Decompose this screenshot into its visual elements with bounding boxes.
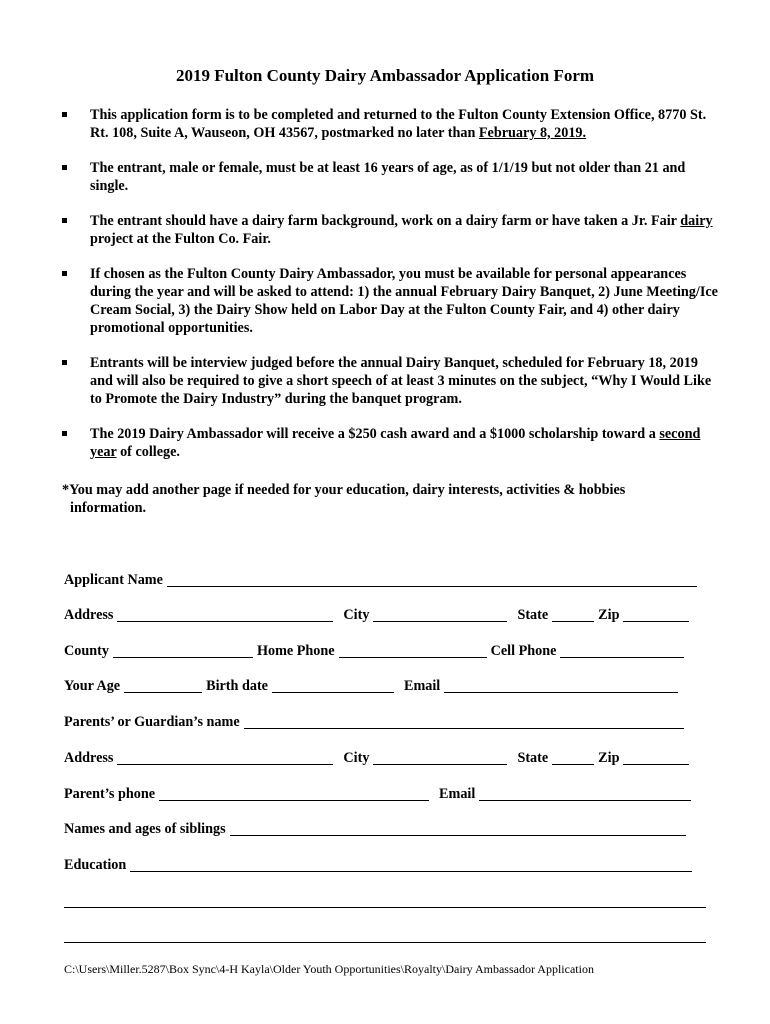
parent-phone-email-row bbox=[64, 785, 706, 803]
parents-name-label: Parents’ or Guardian’s name bbox=[64, 714, 240, 730]
siblings-row bbox=[64, 820, 706, 838]
home-phone-field[interactable] bbox=[339, 644, 487, 658]
parents-phone-field[interactable] bbox=[159, 787, 429, 801]
address-field[interactable] bbox=[117, 608, 333, 622]
siblings-label: Names and ages of siblings bbox=[64, 821, 226, 837]
deadline-date: February 8, 2019. bbox=[478, 125, 587, 141]
square-bullet-icon bbox=[62, 271, 67, 276]
page-title: 2019 Fulton County Dairy Ambassador Application Form bbox=[175, 66, 595, 85]
bullet-text: Entrants will be interview judged before the annual Dairy Banquet, scheduled for February 18, 2019 and will also be required to give a short speech of at least 3 minutes on the subject, “Why I Would Like to Promote the Dairy Industry” during the banquet program. bbox=[90, 355, 712, 407]
email-label: Email bbox=[403, 678, 441, 694]
birth-date-field[interactable] bbox=[272, 679, 394, 693]
address-row bbox=[64, 606, 706, 624]
bullet-text: The entrant, male or female, must be at least 16 years of age, as of 1/1/19 but not older than 21 and single. bbox=[90, 160, 686, 194]
your-age-field[interactable] bbox=[124, 679, 202, 693]
square-bullet-icon bbox=[62, 218, 67, 223]
county-phone-row bbox=[64, 642, 706, 660]
zip-label: Zip bbox=[598, 607, 620, 623]
additional-page-note bbox=[62, 481, 722, 517]
square-bullet-icon bbox=[62, 112, 67, 117]
parents-name-field[interactable] bbox=[244, 715, 684, 729]
parent-address-row bbox=[64, 749, 706, 767]
bullet-text: The entrant should have a dairy farm background, work on a dairy farm or have taken a Jr. Fair bbox=[90, 213, 681, 229]
parent-city-field[interactable] bbox=[373, 751, 507, 765]
cell-phone-field[interactable] bbox=[560, 644, 684, 658]
bullet-text: This application form is to be completed and returned to the Fulton County Extension Office, 8770 St. Rt. 108, Suite A, Wauseon, OH 43567, postmarked no later than bbox=[90, 107, 707, 141]
parent-email-label: Email bbox=[439, 786, 476, 802]
education-extra-line[interactable] bbox=[64, 907, 706, 908]
parent-address-label: Address bbox=[64, 750, 114, 766]
parent-state-label: State bbox=[517, 750, 549, 766]
applicant-name-field[interactable] bbox=[167, 573, 697, 587]
birth-date-label: Birth date bbox=[206, 678, 268, 694]
zip-field[interactable] bbox=[623, 608, 689, 622]
note-line: *You may add another page if needed for your education, dairy interests, activities & hobbies bbox=[62, 482, 626, 498]
county-label: County bbox=[64, 643, 109, 659]
note-line: information. bbox=[70, 500, 147, 516]
age-birthdate-email-row bbox=[64, 677, 706, 695]
parents-phone-label: Parent’s phone bbox=[64, 786, 156, 802]
parent-city-label: City bbox=[343, 750, 370, 766]
city-label: City bbox=[343, 607, 370, 623]
state-field[interactable] bbox=[552, 608, 594, 622]
list-item bbox=[62, 265, 722, 337]
state-label: State bbox=[517, 607, 549, 623]
parent-state-field[interactable] bbox=[552, 751, 594, 765]
underlined-word: dairy bbox=[680, 213, 713, 229]
applicant-name-row bbox=[64, 571, 706, 589]
bullet-text: If chosen as the Fulton County Dairy Ambassador, you must be available for personal appearances during the year and will be asked to attend: 1) the annual February Dairy Banquet, 2) June Meeting/Ice Cream Social, 3) the Dairy Show held on Labor Day at the Fulton County Fair, and 4) other dairy promotional opportunities. bbox=[90, 266, 718, 336]
list-item bbox=[62, 159, 722, 195]
your-age-label: Your Age bbox=[64, 678, 121, 694]
email-field[interactable] bbox=[444, 679, 678, 693]
requirements-list bbox=[62, 106, 722, 478]
bullet-text: The 2019 Dairy Ambassador will receive a $250 cash award and a $1000 scholarship toward a bbox=[90, 426, 660, 442]
cell-phone-label: Cell Phone bbox=[490, 643, 557, 659]
city-field[interactable] bbox=[373, 608, 507, 622]
list-item bbox=[62, 354, 722, 408]
list-item bbox=[62, 106, 722, 142]
parent-address-field[interactable] bbox=[117, 751, 333, 765]
bullet-text: project at the Fulton Co. Fair. bbox=[90, 231, 271, 247]
address-label: Address bbox=[64, 607, 114, 623]
bullet-text: of college. bbox=[116, 444, 180, 460]
education-field[interactable] bbox=[130, 858, 692, 872]
parent-zip-field[interactable] bbox=[623, 751, 689, 765]
list-item bbox=[62, 212, 722, 248]
file-path-footer: C:\Users\Miller.5287\Box Sync\4-H Kayla\Older Youth Opportunities\Royalty\Dairy Ambassador Application bbox=[64, 962, 594, 976]
education-row bbox=[64, 856, 706, 874]
parent-email-field[interactable] bbox=[479, 787, 691, 801]
home-phone-label: Home Phone bbox=[256, 643, 335, 659]
education-extra-line[interactable] bbox=[64, 942, 706, 943]
square-bullet-icon bbox=[62, 360, 67, 365]
county-field[interactable] bbox=[113, 644, 253, 658]
applicant-name-label: Applicant Name bbox=[64, 572, 163, 588]
parent-zip-label: Zip bbox=[598, 750, 620, 766]
list-item bbox=[62, 425, 722, 461]
underlined-phrase: second year bbox=[90, 426, 701, 460]
square-bullet-icon bbox=[62, 165, 67, 170]
education-label: Education bbox=[64, 857, 127, 873]
parents-name-row bbox=[64, 713, 706, 731]
square-bullet-icon bbox=[62, 431, 67, 436]
siblings-field[interactable] bbox=[230, 822, 686, 836]
